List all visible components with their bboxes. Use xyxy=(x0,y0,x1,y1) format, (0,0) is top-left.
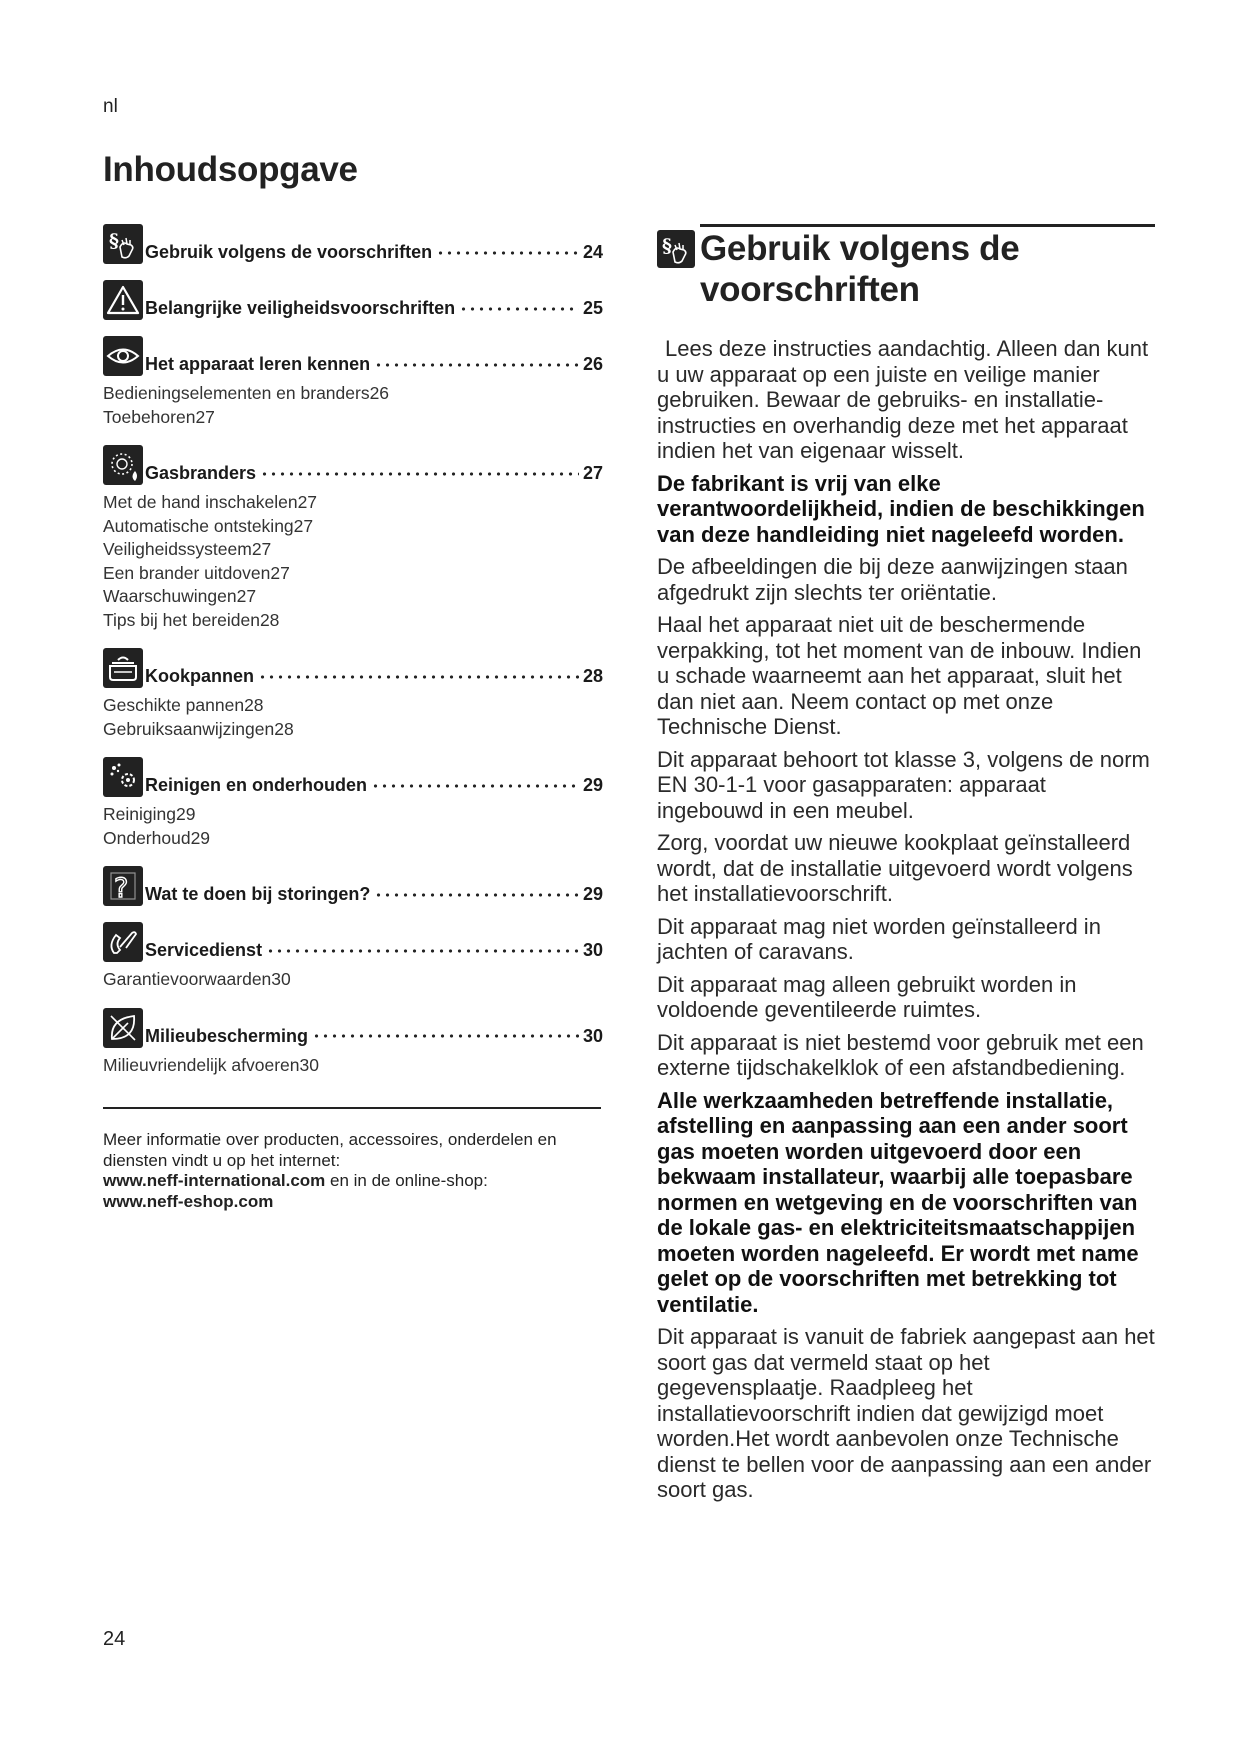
toc-heading-entry-label: Belangrijke veiligheidsvoorschriften xyxy=(145,298,456,318)
toc-heading-entry[interactable] xyxy=(145,666,603,687)
paragraph: Lees deze instructies aandachtig. Alleen dan kunt u uw apparaat op een juiste en veilige manier gebruiken. Bewaar de gebruiks- en installatie-instructies en overhandig deze met het apparaat indien het van eigenaar wisselt. xyxy=(657,336,1149,463)
toc-subitem[interactable] xyxy=(103,406,603,430)
toc-subitem-page: 27 xyxy=(270,562,290,583)
toc-heading[interactable] xyxy=(103,920,603,962)
toc-subitem-page: 27 xyxy=(293,515,314,536)
toc-subitem[interactable] xyxy=(103,1054,603,1078)
toc-heading-entry-label: Reinigen en onderhouden xyxy=(145,775,368,795)
toc-heading-entry[interactable] xyxy=(145,354,603,375)
toc-heading[interactable] xyxy=(103,646,603,688)
paragraph: Dit apparaat is vanuit de fabriek aangepast aan het soort gas dat vermeld staat op het gegevensplaatje. Raadpleeg het installatievoorschrift indien dat gewijzigd moet worden.Het wordt aanbevolen onze Technische dienst te bellen voor de aanpassing aan een ander soort gas. xyxy=(657,1324,1155,1502)
toc-subitem-label: Met de hand inschakelen xyxy=(103,492,298,512)
toc-subitems xyxy=(103,968,603,992)
toc-subitem[interactable] xyxy=(103,827,603,851)
toc-heading-entry-page: 30 xyxy=(582,1025,603,1046)
toc-heading[interactable] xyxy=(103,222,603,264)
toc-section xyxy=(103,755,603,850)
toc-heading[interactable] xyxy=(103,864,603,906)
toc-subitem-page: 28 xyxy=(274,718,294,739)
toc-subitems xyxy=(103,382,603,429)
toc-section xyxy=(103,443,603,632)
bold-paragraph: De fabrikant is vrij van elke verantwoordelijkheid, indien de beschikkingen van deze handleiding niet nageleefd worden. xyxy=(657,470,1145,547)
toc-heading[interactable] xyxy=(103,278,603,320)
dot-leader xyxy=(266,940,579,956)
dot-leader xyxy=(374,884,579,900)
toc-subitem-page: 30 xyxy=(271,969,291,989)
toc-subitem[interactable] xyxy=(103,491,603,515)
toc-subitem[interactable] xyxy=(103,609,603,633)
toc-section xyxy=(103,920,603,992)
toc-subitem[interactable] xyxy=(103,803,603,827)
dot-leader xyxy=(258,666,579,682)
toc-subitem[interactable] xyxy=(103,694,603,718)
toc-section xyxy=(103,1006,603,1078)
toc-subitem-page: 26 xyxy=(369,383,390,403)
toc-heading-entry[interactable] xyxy=(145,1026,603,1047)
toc-subitem-label: Veiligheidssysteem xyxy=(103,539,252,559)
toc-subitem-label: Waarschuwingen xyxy=(103,586,237,606)
bold-paragraph: Alle werkzaamheden betreffende installatie, afstelling en aanpassing aan een ander soort gas moeten worden uitgevoerd door een bekwaam installateur, waarbij alle toepasbare normen en wetgeving en de voorschriften van de lokale gas- en elektriciteitsmaatschappijen moeten worden nageleefd. Er wordt met name gelet op de voorschriften met betrekking tot ventilatie. xyxy=(657,1087,1139,1317)
toc-heading-entry-page: 24 xyxy=(582,242,603,262)
toc-heading-entry-page: 29 xyxy=(582,884,603,904)
dot-leader xyxy=(371,775,579,791)
section-body xyxy=(657,336,1155,1503)
dot-leader xyxy=(312,1026,579,1042)
dot-leader xyxy=(459,298,579,314)
svg-text:§: § xyxy=(662,235,672,257)
toc-subitem[interactable] xyxy=(103,968,603,992)
toc-subitem-label: Onderhoud xyxy=(103,827,191,848)
toc-subitem[interactable] xyxy=(103,382,603,406)
toc-heading-entry[interactable] xyxy=(145,884,603,905)
toc-heading-entry-page: 27 xyxy=(582,463,603,483)
gas-burner-icon xyxy=(103,445,143,485)
toc-heading-entry-page: 25 xyxy=(582,298,603,318)
question-icon xyxy=(103,866,143,906)
toc-subitem-label: Milieuvriendelijk afvoeren xyxy=(103,1054,300,1075)
toc-subitem-label: Geschikte pannen xyxy=(103,695,245,715)
paragraph: De afbeeldingen die bij deze aanwijzingen staan afgedrukt zijn slechts ter oriëntatie. xyxy=(657,554,1128,605)
toc-heading[interactable] xyxy=(103,1006,603,1048)
toc-subitem-page: 29 xyxy=(175,804,196,824)
toc-subitem-page: 27 xyxy=(195,406,215,427)
toc-subitem-label: Toebehoren xyxy=(103,406,196,427)
toc-heading-entry-label: Gasbranders xyxy=(145,463,257,483)
toc-heading-entry-label: Milieubescherming xyxy=(145,1025,309,1046)
language-code: nl xyxy=(103,96,118,117)
paragraph: Dit apparaat mag alleen gebruikt worden in voldoende geventileerde ruimtes. xyxy=(657,971,1077,1022)
toc-heading-entry[interactable] xyxy=(145,775,603,796)
toc-subitem[interactable] xyxy=(103,562,603,586)
paragraph: Zorg, voordat uw nieuwe kookplaat geïnstalleerd wordt, dat de installatie uitgevoerd wordt volgens het installatievoorschrift. xyxy=(657,830,1133,906)
more-info-intro: Meer informatie over producten, accessoires, onderdelen en diensten vindt u op het internet: xyxy=(103,1130,557,1170)
toc-heading-entry-page: 26 xyxy=(582,354,603,374)
more-info-shop-text: en in de online-shop: xyxy=(325,1171,488,1190)
paragraph: Dit apparaat is niet bestemd voor gebruik met een externe tijdschakelklok of een afstandbediening. xyxy=(657,1029,1144,1080)
toc-heading-entry-page: 28 xyxy=(582,666,603,686)
eye-icon xyxy=(103,336,143,376)
toc-subitem-page: 28 xyxy=(244,695,264,715)
toc-heading[interactable] xyxy=(103,755,603,797)
toc-heading[interactable] xyxy=(103,334,603,376)
toc-subitems xyxy=(103,694,603,741)
svg-text:§: § xyxy=(109,230,119,252)
toc-heading-entry[interactable] xyxy=(145,463,603,484)
paragraph: Dit apparaat behoort tot klasse 3, volgens de norm EN 30-1-1 voor gasapparaten: apparaat ingebouwd in een meubel. xyxy=(657,746,1150,823)
toc-subitems xyxy=(103,491,603,632)
leaf-icon xyxy=(103,1008,143,1048)
toc-subitems xyxy=(103,803,603,850)
toc-subitem[interactable] xyxy=(103,718,603,742)
toc-section xyxy=(103,278,603,320)
toc-heading-entry[interactable] xyxy=(145,940,603,961)
toc-subitem[interactable] xyxy=(103,515,603,539)
dot-leader xyxy=(374,354,579,370)
section-header xyxy=(657,224,1155,310)
dot-leader xyxy=(436,242,579,258)
toc-subitem-page: 28 xyxy=(259,609,280,630)
paragraph: Haal het apparaat niet uit de beschermende verpakking, tot het moment van de inbouw. Indien u schade waarneemt aan het apparaat, sluit het dan niet aan. Neem contact op met onze Technische Dienst. xyxy=(657,612,1142,739)
cooking-pot-icon xyxy=(103,648,143,688)
section-intended-use xyxy=(657,224,1155,1510)
toc-subitem-page: 30 xyxy=(299,1054,319,1075)
toc-heading-entry-label: Kookpannen xyxy=(145,666,255,686)
toc-heading-entry-page: 29 xyxy=(582,775,603,795)
toc-subitem-label: Bedieningselementen en branders xyxy=(103,383,370,403)
telephone-icon xyxy=(103,922,143,962)
toc-heading[interactable] xyxy=(103,443,603,485)
toc-subitem-page: 27 xyxy=(297,492,318,512)
toc-section xyxy=(103,646,603,741)
toc-subitem-label: Gebruiksaanwijzingen xyxy=(103,718,275,739)
toc-subitem[interactable] xyxy=(103,538,603,562)
toc-subitem-label: Tips bij het bereiden xyxy=(103,609,260,630)
toc-heading-entry-label: Servicedienst xyxy=(145,940,263,960)
cleaning-icon xyxy=(103,757,143,797)
page-title: Inhoudsopgave xyxy=(103,150,358,189)
toc-subitem-label: Een brander uitdoven xyxy=(103,562,271,583)
toc-heading-entry[interactable] xyxy=(145,242,603,263)
eshop-website-link[interactable]: www.neff-eshop.com xyxy=(103,1191,274,1211)
toc-subitem-label: Automatische ontsteking xyxy=(103,515,294,536)
warning-triangle-icon xyxy=(103,280,143,320)
dot-leader xyxy=(260,463,579,479)
toc-subitem-label: Garantievoorwaarden xyxy=(103,969,272,989)
toc-section xyxy=(103,864,603,906)
page-number: 24 xyxy=(103,1628,126,1650)
toc-subitem-label: Reiniging xyxy=(103,804,176,824)
international-website-link[interactable]: www.neff-international.com xyxy=(103,1171,326,1190)
toc-subitem-page: 29 xyxy=(190,827,211,848)
section-hand-icon xyxy=(103,224,143,264)
toc-section xyxy=(103,334,603,429)
more-info-text xyxy=(103,1130,603,1212)
toc-heading-entry-label: Wat te doen bij storingen? xyxy=(145,884,371,904)
divider xyxy=(103,1107,601,1109)
toc-heading-entry-page: 30 xyxy=(582,940,603,960)
toc-heading-entry-label: Het apparaat leren kennen xyxy=(145,354,371,374)
table-of-contents xyxy=(103,222,603,1091)
toc-subitem-page: 27 xyxy=(236,586,257,606)
svg-text:?: ? xyxy=(114,873,129,903)
toc-subitems xyxy=(103,1054,603,1078)
section-title: Gebruik volgens de voorschriften xyxy=(700,229,1020,309)
toc-subitem[interactable] xyxy=(103,585,603,609)
paragraph: Dit apparaat mag niet worden geïnstalleerd in jachten of caravans. xyxy=(657,913,1101,964)
toc-heading-entry-label: Gebruik volgens de voorschriften xyxy=(145,242,433,262)
toc-heading-entry[interactable] xyxy=(145,298,603,319)
toc-section xyxy=(103,222,603,264)
section-hand-icon xyxy=(657,230,695,268)
toc-subitem-page: 27 xyxy=(251,539,272,559)
